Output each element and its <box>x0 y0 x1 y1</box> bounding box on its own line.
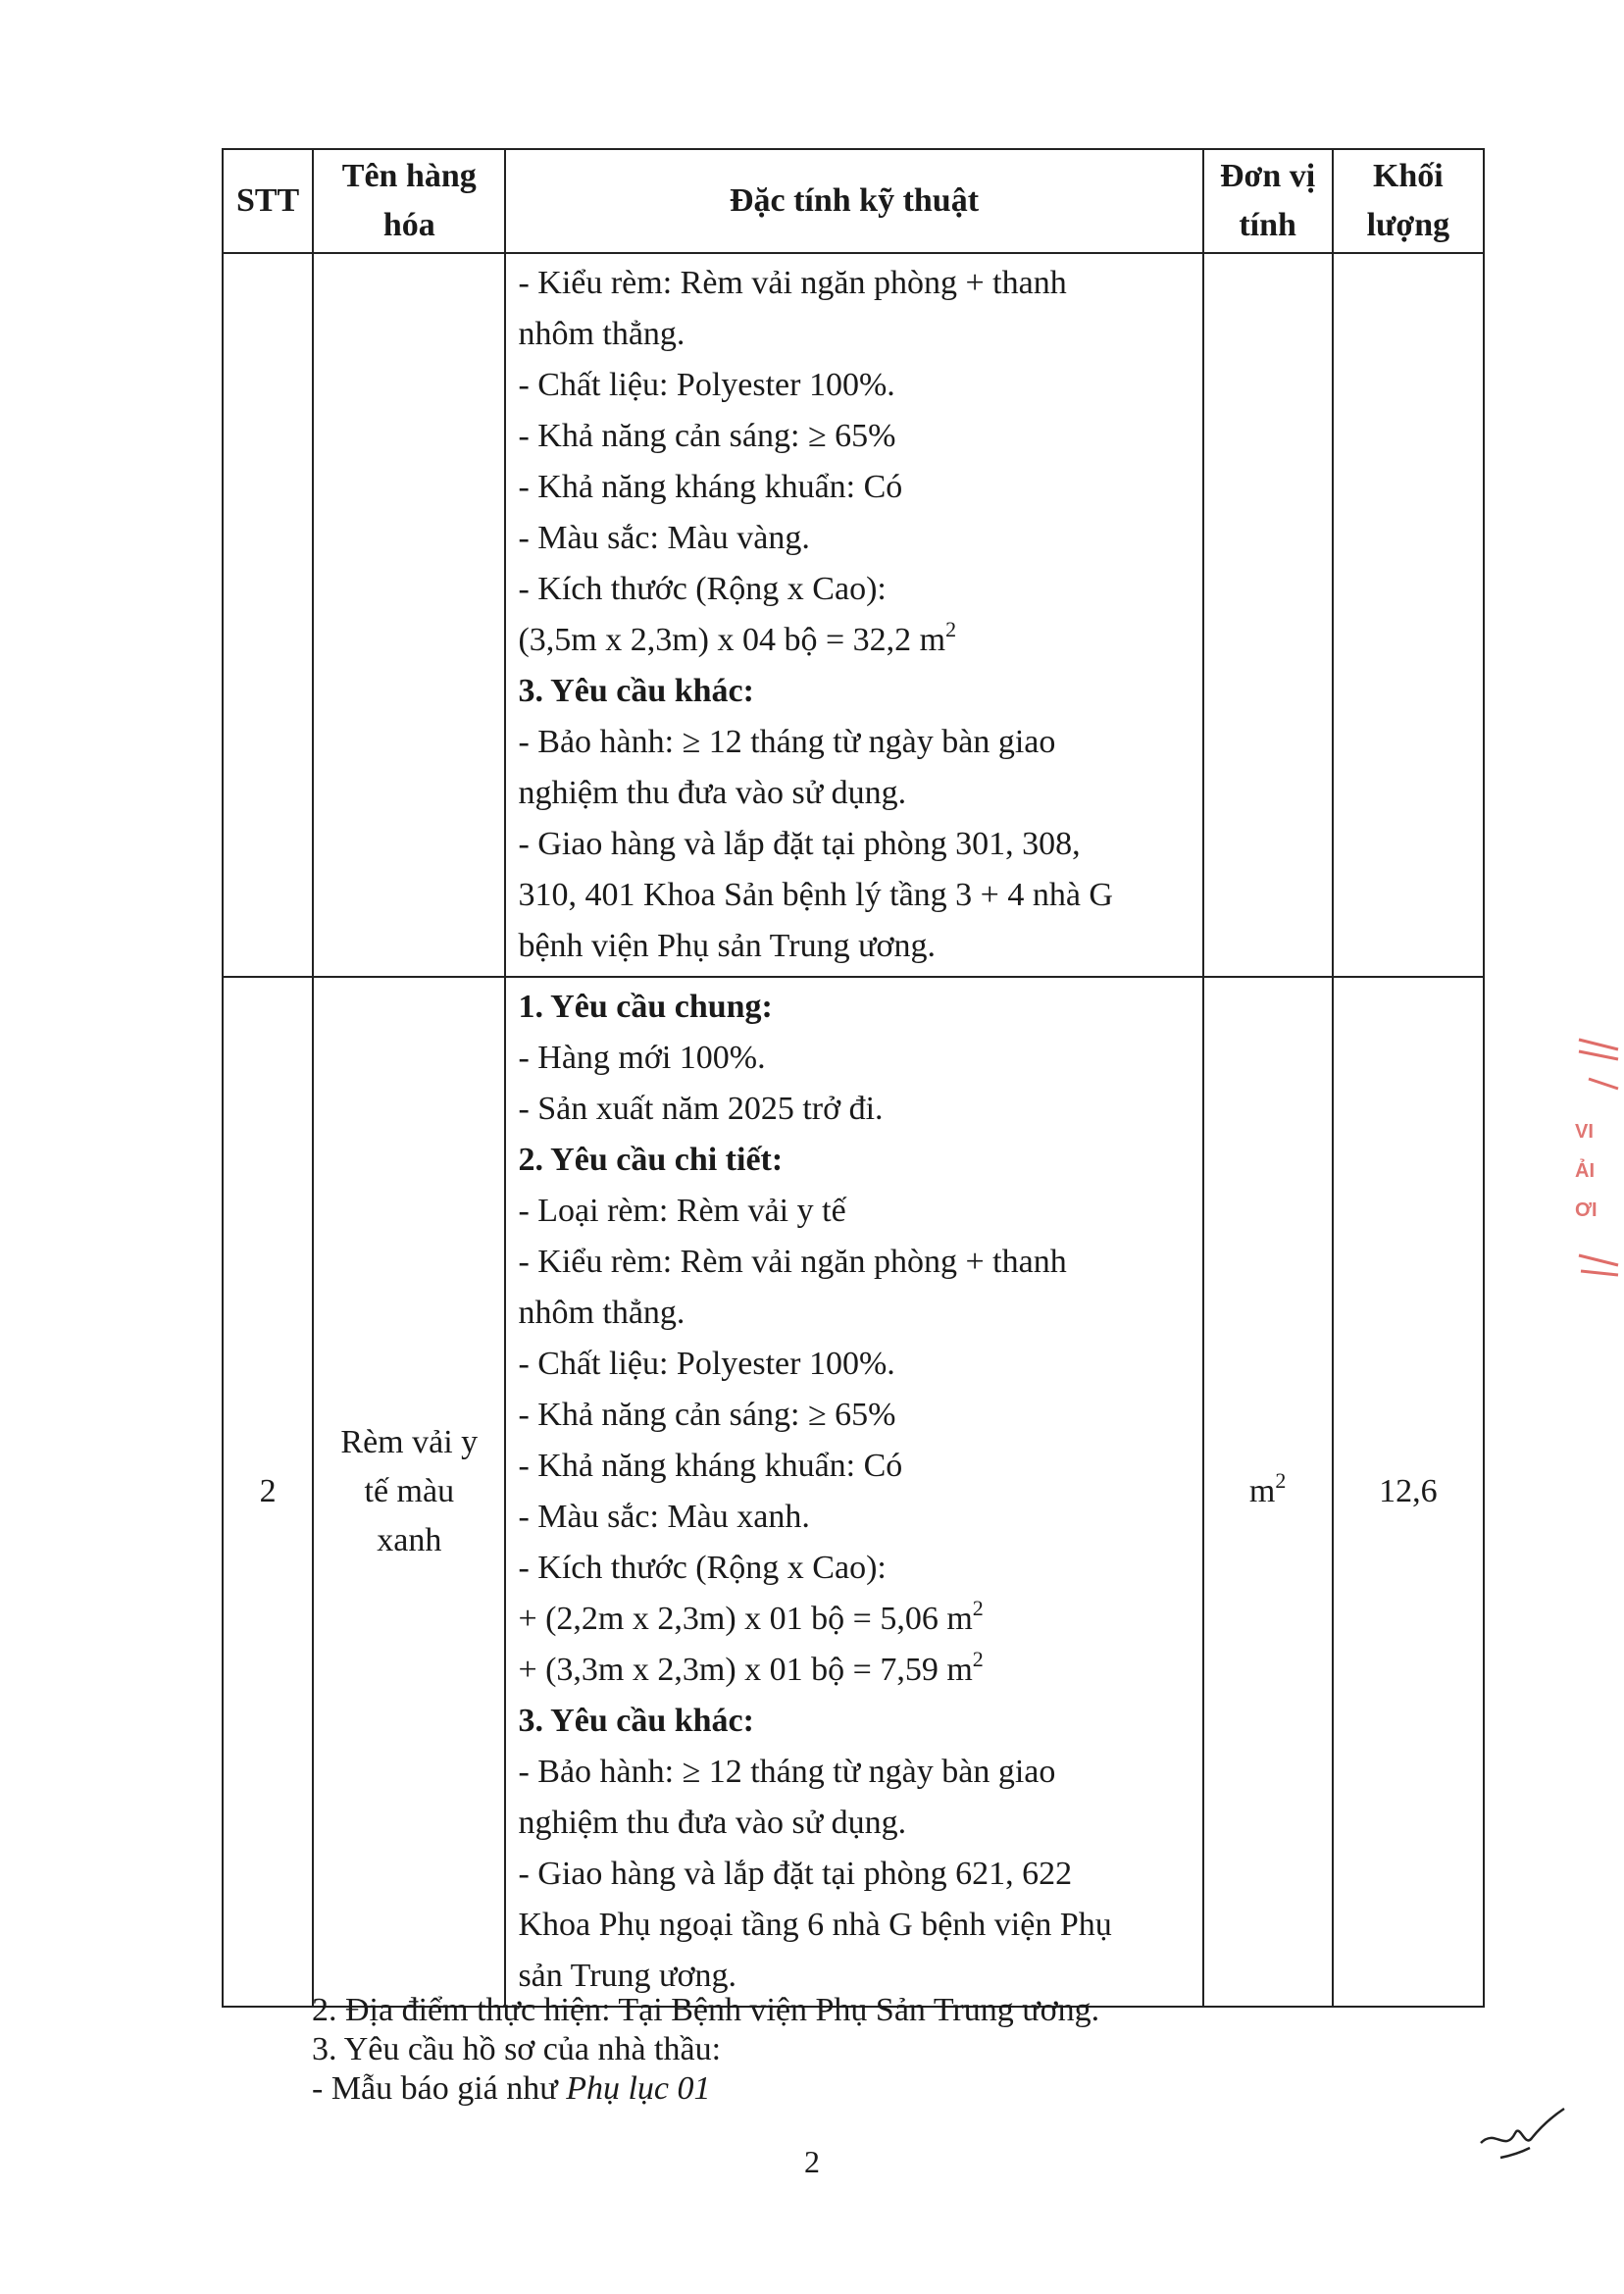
size-text: + (2,2m x 2,3m) x 01 bộ = 5,06 m <box>518 1601 973 1637</box>
header-specification: Đặc tính kỹ thuật <box>505 149 1202 253</box>
spec-line: 310, 401 Khoa Sản bệnh lý tầng 3 + 4 nhà G <box>518 877 1113 913</box>
spec-line: - Khả năng cản sáng: ≥ 65% <box>518 1397 896 1433</box>
spec-line: bệnh viện Phụ sản Trung ương. <box>518 928 936 964</box>
spec-line: sản Trung ương. <box>518 1958 736 1994</box>
spec-line: - Khả năng kháng khuẩn: Có <box>518 1448 903 1484</box>
header-item-name-line2: hóa <box>382 207 435 243</box>
row1-spec-cell <box>505 253 1202 977</box>
superscript: 2 <box>945 617 957 641</box>
spec-line: - Chất liệu: Polyester 100%. <box>518 367 895 403</box>
spec-line: - Khả năng cản sáng: ≥ 65% <box>518 418 896 454</box>
spec-line: - Kiểu rèm: Rèm vải ngăn phòng + thanh <box>518 1244 1067 1280</box>
spec-line: - Giao hàng và lắp đặt tại phòng 301, 308, <box>518 826 1081 862</box>
svg-text:ƠI: ƠI <box>1575 1199 1598 1221</box>
header-quantity-line2: lượng <box>1366 207 1450 243</box>
svg-text:VI: VI <box>1575 1121 1594 1143</box>
spec-line: Khoa Phụ ngoại tầng 6 nhà G bệnh viện Phụ <box>518 1907 1112 1943</box>
row2-spec-cell <box>505 977 1202 2007</box>
quote-prefix: - Mẫu báo giá như <box>312 2070 567 2107</box>
spec-line: - Kiểu rèm: Rèm vải ngăn phòng + thanh <box>518 265 1067 301</box>
item-name-line3: xanh <box>377 1522 442 1558</box>
spec-line: - Bảo hành: ≥ 12 tháng từ ngày bàn giao <box>518 1754 1056 1790</box>
header-unit-line1: Đơn vị <box>1220 158 1316 194</box>
row2-item-name <box>313 977 505 2007</box>
spec-line: - Giao hàng và lắp đặt tại phòng 621, 622 <box>518 1856 1073 1892</box>
item-name-line2: tế màu <box>364 1473 455 1509</box>
superscript: 2 <box>972 1596 984 1620</box>
size-text: + (3,3m x 2,3m) x 01 bộ = 7,59 m <box>518 1652 973 1688</box>
red-stamp-edge <box>1569 1030 1624 1324</box>
spec-line: - Loại rèm: Rèm vải y tế <box>518 1193 846 1229</box>
spec-line: - Kích thước (Rộng x Cao): <box>518 1550 887 1586</box>
table-row-2 <box>223 977 1484 2007</box>
signature <box>1471 2099 1569 2167</box>
spec-line: - Kích thước (Rộng x Cao): <box>518 571 887 607</box>
location-line: 2. Địa điểm thực hiện: Tại Bệnh viện Phụ Sản Trung ương. <box>312 1992 1100 2028</box>
row2-unit <box>1203 977 1333 2007</box>
quote-template-line <box>312 2069 711 2109</box>
header-stt: STT <box>223 149 313 253</box>
specification-table <box>222 148 1485 2008</box>
superscript: 2 <box>972 1647 984 1671</box>
spec-line: - Màu sắc: Màu vàng. <box>518 520 810 556</box>
row2-stt: 2 <box>223 977 313 2007</box>
svg-text:ẢI: ẢI <box>1575 1160 1595 1182</box>
header-quantity <box>1333 149 1484 253</box>
spec-line: nghiệm thu đưa vào sử dụng. <box>518 775 907 811</box>
spec-line: nhôm thẳng. <box>518 316 685 352</box>
section-heading: 2. Yêu cầu chi tiết: <box>518 1142 784 1178</box>
spec-line: - Khả năng kháng khuẩn: Có <box>518 469 903 505</box>
section-heading: 3. Yêu cầu khác: <box>518 1703 754 1739</box>
size-text: (3,5m x 2,3m) x 04 bộ = 32,2 m <box>518 622 946 658</box>
section-heading: 1. Yêu cầu chung: <box>518 989 773 1025</box>
spec-line: nghiệm thu đưa vào sử dụng. <box>518 1805 907 1841</box>
spec-line: - Chất liệu: Polyester 100%. <box>518 1346 895 1382</box>
row1-quantity-cell <box>1333 253 1484 977</box>
superscript: 2 <box>1275 1468 1287 1493</box>
section-heading: 3. Yêu cầu khác: <box>518 673 754 709</box>
header-quantity-line1: Khối <box>1372 158 1444 194</box>
row1-name-cell <box>313 253 505 977</box>
header-unit <box>1203 149 1333 253</box>
table-header-row <box>223 149 1484 253</box>
header-item-name <box>313 149 505 253</box>
spec-line: - Sản xuất năm 2025 trở đi. <box>518 1091 884 1127</box>
table-row-1-continued <box>223 253 1484 977</box>
row2-quantity: 12,6 <box>1333 977 1484 2007</box>
quote-appendix: Phụ lục 01 <box>566 2070 711 2107</box>
spec-line: nhôm thẳng. <box>518 1295 685 1331</box>
page-number: 2 <box>804 2144 820 2179</box>
header-unit-line2: tính <box>1239 207 1296 243</box>
spec-line: - Bảo hành: ≥ 12 tháng từ ngày bàn giao <box>518 724 1056 760</box>
spec-line: - Hàng mới 100%. <box>518 1040 766 1076</box>
unit-text: m <box>1248 1473 1276 1509</box>
spec-line-size <box>518 1645 1201 1696</box>
item-name-line1: Rèm vải y <box>340 1424 479 1460</box>
row1-stt-cell <box>223 253 313 977</box>
row1-unit-cell <box>1203 253 1333 977</box>
spec-line-size <box>518 615 1201 666</box>
spec-line-size <box>518 1594 1201 1645</box>
spec-line: - Màu sắc: Màu xanh. <box>518 1499 810 1535</box>
header-item-name-line1: Tên hàng <box>341 158 477 194</box>
requirements-line: 3. Yêu cầu hồ sơ của nhà thầu: <box>312 2031 722 2067</box>
